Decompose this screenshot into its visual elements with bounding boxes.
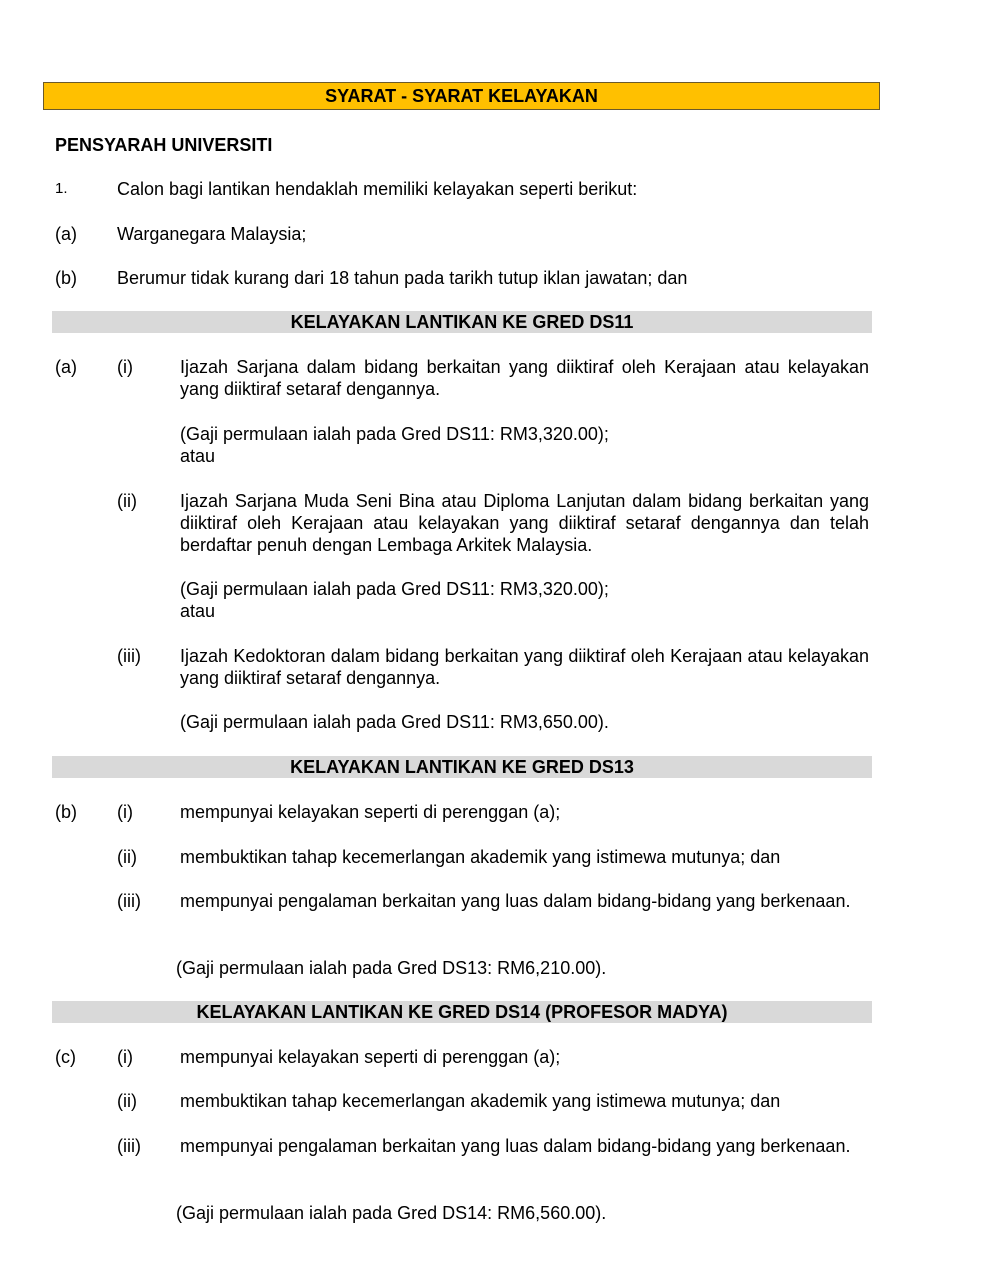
ds13-salary: (Gaji permulaan ialah pada Gred DS13: RM6,210.00). <box>176 958 607 978</box>
ds14-item-3-text: mempunyai pengalaman berkaitan yang luas dalam bidang-bidang yang berkenaan. <box>180 1136 851 1156</box>
ds13-item-3-text: mempunyai pengalaman berkaitan yang luas dalam bidang-bidang yang berkenaan. <box>180 891 851 911</box>
intro-number: 1. <box>55 180 68 197</box>
ds11-item-3-salary: (Gaji permulaan ialah pada Gred DS11: RM3,650.00). <box>180 712 609 732</box>
ds14-salary: (Gaji permulaan ialah pada Gred DS14: RM6,560.00). <box>176 1203 607 1223</box>
section-heading-ds11 <box>52 311 872 333</box>
ds13-item-2-num: (ii) <box>117 847 137 867</box>
ds11-item-1-num: (i) <box>117 357 133 377</box>
ds11-item-3-text: Ijazah Kedoktoran dalam bidang berkaitan yang diiktiraf oleh Kerajaan atau kelayakan yang diiktiraf setaraf dengannya. <box>180 646 869 688</box>
ds14-item-1-text: mempunyai kelayakan seperti di perenggan (a); <box>180 1047 561 1067</box>
ds11-label: (a) <box>55 357 77 377</box>
ds11-item-1-salary: (Gaji permulaan ialah pada Gred DS11: RM3,320.00); <box>180 424 609 444</box>
ds11-item-2-or: atau <box>180 601 216 621</box>
general-label-b: (b) <box>55 268 77 288</box>
intro-text: Calon bagi lantikan hendaklah memiliki kelayakan seperti berikut: <box>117 179 638 199</box>
ds14-item-2-num: (ii) <box>117 1091 137 1111</box>
position-title: PENSYARAH UNIVERSITI <box>55 135 273 155</box>
ds11-item-1-or: atau <box>180 446 216 466</box>
ds13-item-3-num: (iii) <box>117 891 141 911</box>
ds14-item-3-num: (iii) <box>117 1136 141 1156</box>
ds13-item-2-text: membuktikan tahap kecemerlangan akademik yang istimewa mutunya; dan <box>180 847 781 867</box>
ds11-item-2-num: (ii) <box>117 491 137 511</box>
section-heading-ds13 <box>52 756 872 778</box>
title-banner <box>43 82 880 110</box>
ds14-label: (c) <box>55 1047 76 1067</box>
general-label-a: (a) <box>55 224 77 244</box>
ds13-label: (b) <box>55 802 77 822</box>
ds13-item-1-num: (i) <box>117 802 133 822</box>
ds11-item-2-text: Ijazah Sarjana Muda Seni Bina atau Diploma Lanjutan dalam bidang berkaitan yang diiktiraf oleh Kerajaan atau kelayakan yang diiktiraf setaraf dengannya dan telah berdaftar penuh dengan Lembaga Arkitek Malaysia. <box>180 491 869 555</box>
ds11-item-2-salary: (Gaji permulaan ialah pada Gred DS11: RM3,320.00); <box>180 579 609 599</box>
ds13-item-1-text: mempunyai kelayakan seperti di perenggan (a); <box>180 802 561 822</box>
ds14-item-2-text: membuktikan tahap kecemerlangan akademik yang istimewa mutunya; dan <box>180 1091 781 1111</box>
general-text-a: Warganegara Malaysia; <box>117 224 307 244</box>
section-heading-ds11-text: KELAYAKAN LANTIKAN KE GRED DS11 <box>290 312 634 332</box>
ds14-item-1-num: (i) <box>117 1047 133 1067</box>
general-text-b: Berumur tidak kurang dari 18 tahun pada tarikh tutup iklan jawatan; dan <box>117 268 688 288</box>
document-title: SYARAT - SYARAT KELAYAKAN <box>325 86 598 106</box>
section-heading-ds14 <box>52 1001 872 1023</box>
section-heading-ds14-text: KELAYAKAN LANTIKAN KE GRED DS14 (PROFESOR MADYA) <box>196 1002 728 1022</box>
ds11-item-3-num: (iii) <box>117 646 141 666</box>
section-heading-ds13-text: KELAYAKAN LANTIKAN KE GRED DS13 <box>290 757 634 777</box>
ds11-item-1-text: Ijazah Sarjana dalam bidang berkaitan yang diiktiraf oleh Kerajaan atau kelayakan yang diiktiraf setaraf dengannya. <box>180 357 869 399</box>
